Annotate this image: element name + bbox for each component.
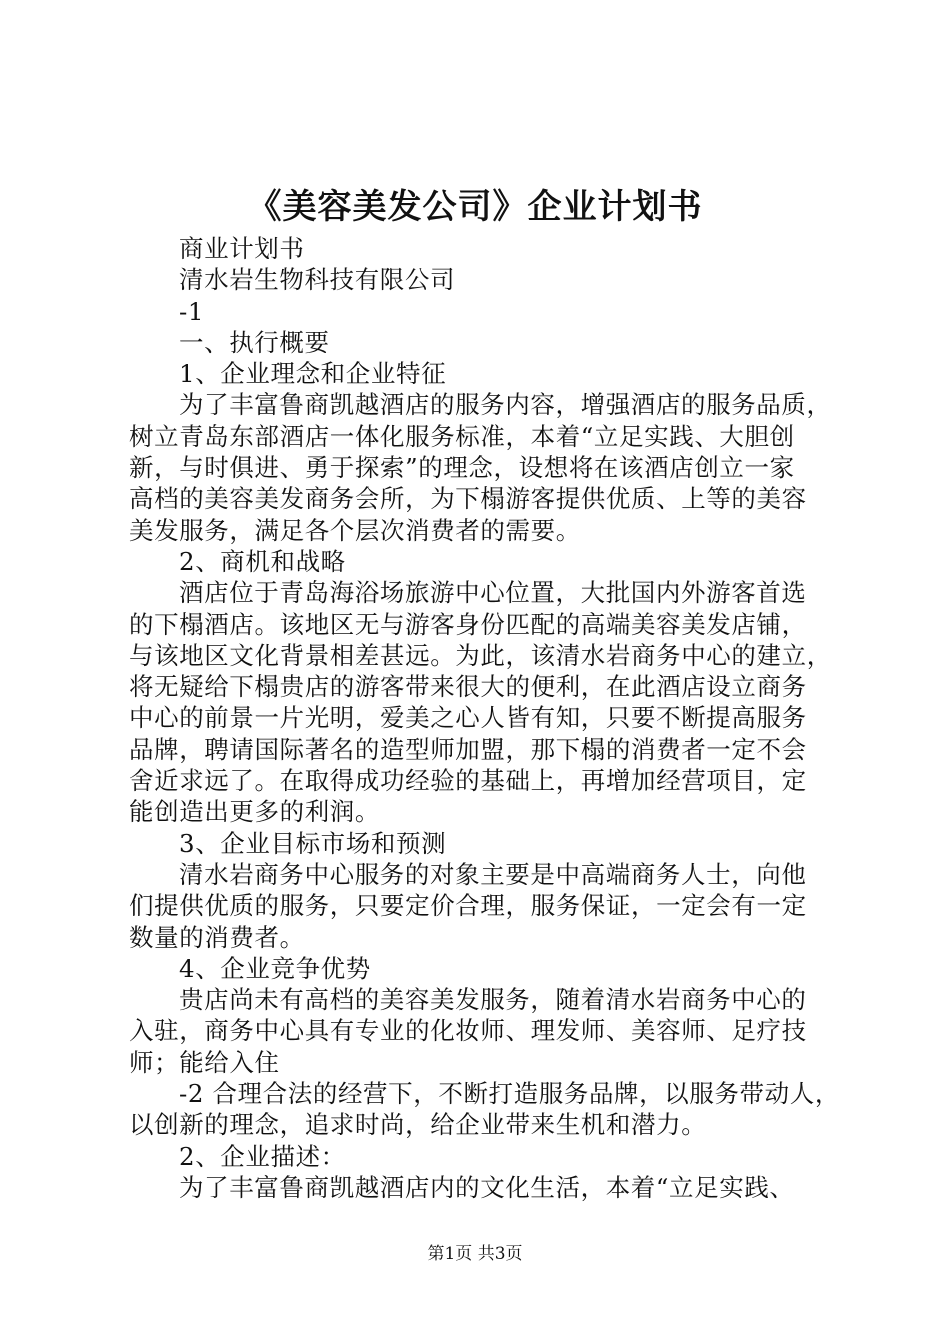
text-line: 新，与时俱进、勇于探索”的理念，设想将在该酒店创立一家 [129, 453, 795, 483]
text-line: 2、商机和战略 [179, 546, 346, 576]
text-line: -2 合理合法的经营下，不断打造服务品牌，以服务带动人， [179, 1079, 840, 1109]
text-line: 为了丰富鲁商凯越酒店的服务内容，增强酒店的服务品质， [179, 390, 832, 420]
text-line: 清水岩商务中心服务的对象主要是中高端商务人士，向他 [179, 859, 807, 889]
text-line: 高档的美容美发商务会所，为下榻游客提供优质、上等的美容 [129, 484, 807, 514]
text-line: 品牌，聘请国际著名的造型师加盟，那下榻的消费者一定不会 [129, 734, 807, 764]
text-line: 将无疑给下榻贵店的游客带来很大的便利，在此酒店设立商务 [129, 672, 807, 702]
page-footer: 第1页 共3页 [427, 1244, 523, 1264]
text-line: 舍近求远了。在取得成功经验的基础上，再增加经营项目，定 [129, 766, 807, 796]
text-line: 1、企业理念和企业特征 [179, 359, 447, 389]
text-line: 能创造出更多的利润。 [129, 797, 380, 827]
text-line: 们提供优质的服务，只要定价合理，服务保证，一定会有一定 [129, 891, 807, 921]
text-line: 师；能给入住 [129, 1047, 280, 1077]
text-line: 商业计划书 [179, 234, 305, 263]
text-line: 一、执行概要 [179, 327, 330, 357]
text-line: 2、企业描述： [179, 1141, 346, 1171]
text-line: 的下榻酒店。该地区无与游客身份匹配的高端美容美发店铺， [129, 609, 807, 639]
text-line: 为了丰富鲁商凯越酒店内的文化生活，本着“立足实践、 [179, 1172, 795, 1202]
text-line: 树立青岛东部酒店一体化服务标准，本着“立足实践、大胆创 [129, 421, 795, 451]
text-line: 中心的前景一片光明，爱美之心人皆有知，只要不断提高服务 [129, 703, 807, 733]
text-line: 3、企业目标市场和预测 [179, 828, 447, 858]
text-line: 清水岩生物科技有限公司 [179, 265, 456, 295]
text-line: 数量的消费者。 [129, 922, 305, 952]
text-line: 4、企业竞争优势 [179, 953, 371, 983]
document-body [129, 233, 849, 1203]
text-line: 入驻，商务中心具有专业的化妆师、理发师、美容师、足疗技 [129, 1016, 807, 1046]
text-line: -1 [179, 296, 205, 326]
text-line: 与该地区文化背景相差甚远。为此，该清水岩商务中心的建立， [129, 640, 832, 670]
document-title: 《美容美发公司》企业计划书 [247, 187, 703, 227]
text-line: 酒店位于青岛海浴场旅游中心位置，大批国内外游客首选 [179, 578, 807, 608]
text-line: 以创新的理念，追求时尚，给企业带来生机和潜力。 [129, 1110, 707, 1140]
text-line: 贵店尚未有高档的美容美发服务，随着清水岩商务中心的 [179, 985, 807, 1015]
text-line: 美发服务，满足各个层次消费者的需要。 [129, 515, 581, 545]
